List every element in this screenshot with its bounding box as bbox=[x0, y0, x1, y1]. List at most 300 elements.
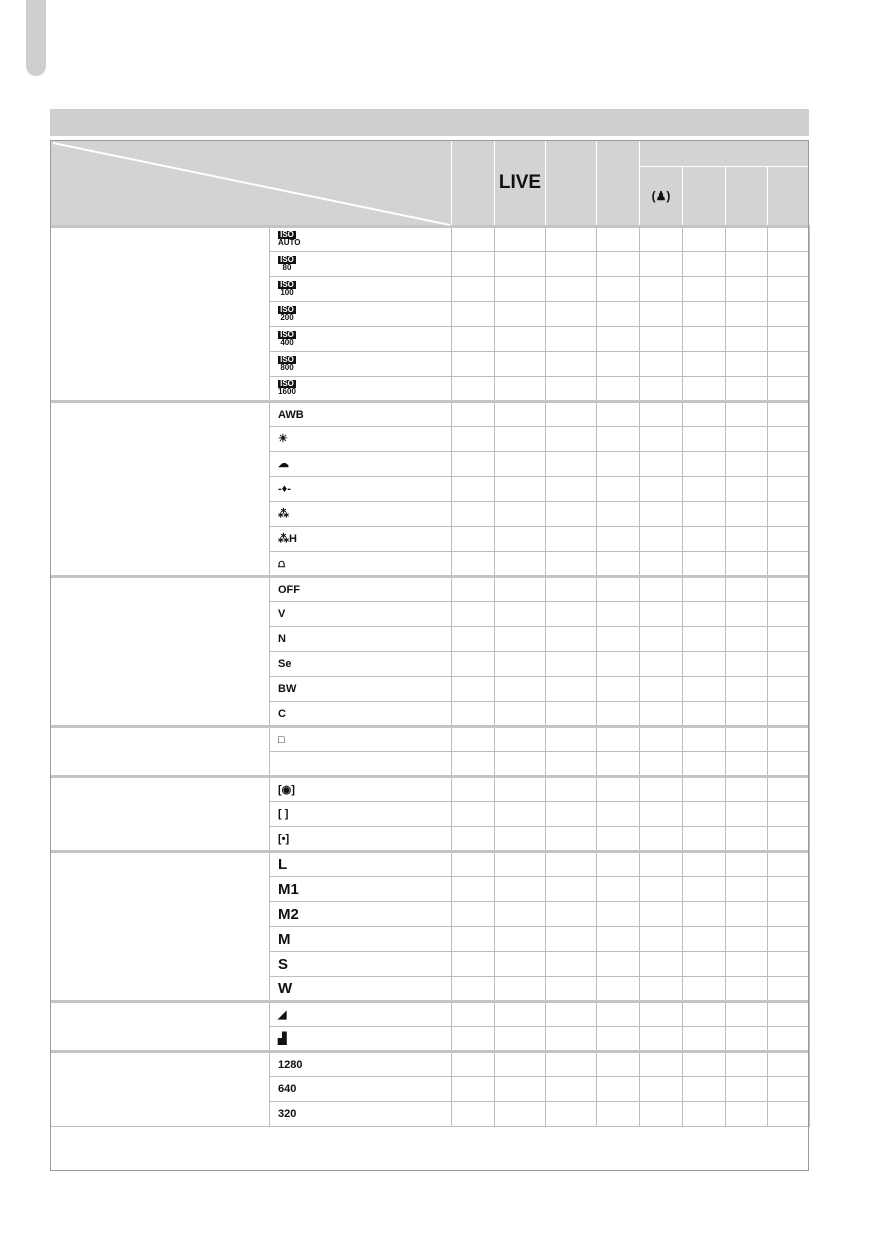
mode-cell bbox=[683, 677, 726, 702]
mode-cell bbox=[495, 752, 546, 777]
mode-cell bbox=[640, 1027, 683, 1052]
mode-cell bbox=[452, 877, 495, 902]
setting-cell bbox=[270, 452, 452, 477]
mode-cell bbox=[640, 377, 683, 402]
mode-cell bbox=[726, 727, 768, 752]
iso-top-label: ISO bbox=[278, 256, 296, 264]
table-row bbox=[51, 777, 810, 802]
mode-cell bbox=[597, 852, 640, 877]
mode-cell bbox=[683, 902, 726, 927]
mode-cell bbox=[768, 552, 810, 577]
mode-cell bbox=[452, 827, 495, 852]
mycolors-off-icon: OFF bbox=[278, 583, 300, 596]
mode-cell bbox=[768, 477, 810, 502]
mode-cell bbox=[768, 352, 810, 377]
header-sub-portrait bbox=[640, 167, 683, 227]
mode-cell bbox=[683, 227, 726, 252]
mode-cell bbox=[546, 827, 597, 852]
mode-cell bbox=[768, 577, 810, 602]
mode-cell bbox=[495, 1102, 546, 1127]
mode-cell bbox=[597, 702, 640, 727]
mode-cell bbox=[597, 577, 640, 602]
mode-cell bbox=[768, 777, 810, 802]
mode-cell bbox=[546, 802, 597, 827]
mode-cell bbox=[597, 652, 640, 677]
header-mode-4 bbox=[597, 141, 640, 227]
mode-cell bbox=[495, 777, 546, 802]
setting-cell bbox=[270, 327, 452, 352]
mode-cell bbox=[726, 277, 768, 302]
iso-value-label: AUTO bbox=[278, 238, 301, 247]
mode-cell bbox=[452, 1002, 495, 1027]
mode-cell bbox=[768, 877, 810, 902]
mode-cell bbox=[495, 527, 546, 552]
table-row bbox=[51, 727, 810, 752]
mode-cell bbox=[640, 1002, 683, 1027]
normal-icon: ▟ bbox=[278, 1032, 287, 1045]
fluorescent-h-icon: ⁂H bbox=[278, 533, 297, 545]
mode-cell bbox=[546, 977, 597, 1002]
table-title-bar bbox=[50, 109, 809, 136]
mode-cell bbox=[683, 427, 726, 452]
mode-cell bbox=[546, 377, 597, 402]
cloudy-icon: ☁ bbox=[278, 458, 289, 470]
mode-cell bbox=[640, 352, 683, 377]
mode-cell bbox=[597, 527, 640, 552]
mode-cell bbox=[683, 1077, 726, 1102]
mode-cell bbox=[726, 1077, 768, 1102]
mode-cell bbox=[640, 502, 683, 527]
mode-cell bbox=[683, 527, 726, 552]
mode-cell bbox=[495, 802, 546, 827]
setting-cell bbox=[270, 902, 452, 927]
mode-cell bbox=[495, 977, 546, 1002]
mode-cell bbox=[495, 302, 546, 327]
mode-cell bbox=[683, 277, 726, 302]
setting-cell bbox=[270, 552, 452, 577]
mode-cell bbox=[495, 602, 546, 627]
mode-cell bbox=[452, 902, 495, 927]
mode-cell bbox=[683, 352, 726, 377]
mode-cell bbox=[768, 1052, 810, 1077]
iso-1600-icon bbox=[278, 380, 296, 396]
mode-cell bbox=[546, 502, 597, 527]
mode-cell bbox=[768, 527, 810, 552]
mode-cell bbox=[640, 652, 683, 677]
mode-cell bbox=[546, 1027, 597, 1052]
size-w-icon: W bbox=[278, 980, 293, 997]
table-row bbox=[51, 852, 810, 877]
mode-cell bbox=[546, 1077, 597, 1102]
header-row-1 bbox=[51, 141, 810, 167]
mode-cell bbox=[726, 677, 768, 702]
mode-cell bbox=[597, 602, 640, 627]
mode-cell bbox=[597, 1102, 640, 1127]
setting-cell bbox=[270, 952, 452, 977]
mode-cell bbox=[683, 652, 726, 677]
size-m-icon: M bbox=[278, 930, 291, 948]
mode-cell bbox=[640, 852, 683, 877]
iso-top-label: ISO bbox=[278, 306, 296, 314]
mode-cell bbox=[495, 252, 546, 277]
mode-cell bbox=[495, 652, 546, 677]
iso-top-label: ISO bbox=[278, 331, 296, 339]
iso-top-label: ISO bbox=[278, 231, 296, 239]
function-cell-movie-size bbox=[51, 1052, 270, 1127]
mode-cell bbox=[546, 702, 597, 727]
evaluative-metering-icon: [◉] bbox=[278, 783, 295, 796]
setting-cell bbox=[270, 927, 452, 952]
setting-cell bbox=[270, 1102, 452, 1127]
mode-cell bbox=[640, 727, 683, 752]
mode-cell bbox=[495, 852, 546, 877]
mode-cell bbox=[597, 677, 640, 702]
mode-cell bbox=[768, 452, 810, 477]
setting-cell bbox=[270, 427, 452, 452]
setting-cell bbox=[270, 1077, 452, 1102]
mode-cell bbox=[597, 402, 640, 427]
mode-cell bbox=[726, 802, 768, 827]
setting-cell bbox=[270, 377, 452, 402]
setting-cell bbox=[270, 502, 452, 527]
mode-cell bbox=[768, 652, 810, 677]
mode-cell bbox=[546, 877, 597, 902]
mode-cell bbox=[640, 427, 683, 452]
mode-cell bbox=[546, 727, 597, 752]
function-table bbox=[50, 140, 810, 1127]
header-live: LIVE bbox=[495, 141, 546, 227]
mode-cell bbox=[546, 777, 597, 802]
table-row bbox=[51, 577, 810, 602]
mode-cell bbox=[597, 452, 640, 477]
mode-cell bbox=[768, 252, 810, 277]
mode-cell bbox=[726, 1027, 768, 1052]
setting-cell bbox=[270, 352, 452, 377]
mycolors-bw-icon: BW bbox=[278, 683, 297, 695]
mycolors-custom-icon: C bbox=[278, 707, 286, 720]
mode-cell bbox=[683, 727, 726, 752]
mode-cell bbox=[726, 252, 768, 277]
mode-cell bbox=[640, 277, 683, 302]
mode-cell bbox=[768, 377, 810, 402]
mode-cell bbox=[452, 1077, 495, 1102]
mode-cell bbox=[546, 677, 597, 702]
mode-cell bbox=[546, 227, 597, 252]
setting-cell bbox=[270, 877, 452, 902]
iso-value-label: 200 bbox=[280, 312, 294, 322]
mode-cell bbox=[452, 402, 495, 427]
mode-cell bbox=[597, 727, 640, 752]
mode-cell bbox=[640, 252, 683, 277]
iso-80-icon bbox=[278, 256, 296, 272]
setting-cell bbox=[270, 477, 452, 502]
mode-cell bbox=[640, 327, 683, 352]
mode-cell bbox=[495, 827, 546, 852]
mode-cell bbox=[546, 652, 597, 677]
mode-cell bbox=[452, 727, 495, 752]
custom-wb-icon: ⩍ bbox=[278, 557, 286, 570]
mode-cell bbox=[768, 602, 810, 627]
header-corner bbox=[51, 141, 452, 227]
mode-cell bbox=[640, 1102, 683, 1127]
table-row bbox=[51, 1002, 810, 1027]
iso-value-label: 80 bbox=[282, 262, 292, 272]
mode-cell bbox=[683, 252, 726, 277]
mode-cell bbox=[726, 902, 768, 927]
setting-cell bbox=[270, 802, 452, 827]
mode-cell bbox=[452, 352, 495, 377]
mode-cell bbox=[768, 1027, 810, 1052]
setting-cell bbox=[270, 727, 452, 752]
setting-cell bbox=[270, 1052, 452, 1077]
mode-cell bbox=[683, 777, 726, 802]
header-mode-1 bbox=[452, 141, 495, 227]
mode-cell bbox=[683, 602, 726, 627]
mode-cell bbox=[726, 1002, 768, 1027]
mode-cell bbox=[726, 1052, 768, 1077]
movie-320-icon: 320 bbox=[278, 1108, 297, 1120]
mode-cell bbox=[452, 277, 495, 302]
setting-cell bbox=[270, 527, 452, 552]
mode-cell bbox=[495, 377, 546, 402]
function-cell-compression bbox=[51, 1002, 270, 1052]
iso-top-label: ISO bbox=[278, 356, 296, 364]
mode-cell bbox=[768, 302, 810, 327]
setting-cell bbox=[270, 777, 452, 802]
mode-cell bbox=[640, 702, 683, 727]
mode-cell bbox=[452, 777, 495, 802]
mode-cell bbox=[495, 277, 546, 302]
mode-cell bbox=[597, 552, 640, 577]
mode-cell bbox=[546, 852, 597, 877]
iso-100-icon bbox=[278, 281, 296, 297]
mode-cell bbox=[726, 477, 768, 502]
mode-cell bbox=[683, 577, 726, 602]
setting-cell bbox=[270, 677, 452, 702]
mode-cell bbox=[683, 477, 726, 502]
mode-cell bbox=[452, 302, 495, 327]
mode-cell bbox=[726, 952, 768, 977]
mode-cell bbox=[726, 927, 768, 952]
function-cell-metering bbox=[51, 777, 270, 852]
mode-cell bbox=[640, 552, 683, 577]
mode-cell bbox=[726, 652, 768, 677]
mode-cell bbox=[452, 452, 495, 477]
mode-cell bbox=[768, 927, 810, 952]
mode-cell bbox=[640, 402, 683, 427]
mode-cell bbox=[597, 502, 640, 527]
mycolors-vivid-icon: V bbox=[278, 608, 286, 620]
mode-cell bbox=[640, 452, 683, 477]
mode-cell bbox=[683, 877, 726, 902]
mode-cell bbox=[452, 1102, 495, 1127]
iso-value-label: 1600 bbox=[278, 387, 296, 396]
setting-cell bbox=[270, 402, 452, 427]
mode-cell bbox=[495, 577, 546, 602]
mode-cell bbox=[597, 427, 640, 452]
table-row bbox=[51, 227, 810, 252]
mode-cell bbox=[726, 752, 768, 777]
setting-cell bbox=[270, 827, 452, 852]
mode-cell bbox=[726, 302, 768, 327]
mode-cell bbox=[640, 227, 683, 252]
mode-cell bbox=[683, 502, 726, 527]
mode-cell bbox=[683, 552, 726, 577]
mode-cell bbox=[452, 702, 495, 727]
tungsten-icon: -♦- bbox=[278, 483, 291, 495]
mode-cell bbox=[452, 227, 495, 252]
mode-cell bbox=[452, 977, 495, 1002]
mode-cell bbox=[768, 852, 810, 877]
mode-cell bbox=[546, 252, 597, 277]
mode-cell bbox=[546, 427, 597, 452]
mode-cell bbox=[452, 1052, 495, 1077]
mode-cell bbox=[452, 527, 495, 552]
spot-metering-icon: [•] bbox=[278, 832, 290, 845]
mode-cell bbox=[726, 577, 768, 602]
mode-cell bbox=[495, 227, 546, 252]
mode-cell bbox=[683, 802, 726, 827]
mode-cell bbox=[452, 802, 495, 827]
mode-cell bbox=[726, 852, 768, 877]
header-sub-2 bbox=[683, 167, 726, 227]
setting-cell bbox=[270, 752, 452, 777]
iso-top-label: ISO bbox=[278, 380, 296, 388]
mode-cell bbox=[452, 627, 495, 652]
mode-cell bbox=[495, 1027, 546, 1052]
mode-cell bbox=[726, 377, 768, 402]
mode-cell bbox=[597, 752, 640, 777]
mode-cell bbox=[768, 727, 810, 752]
mode-cell bbox=[768, 802, 810, 827]
mode-cell bbox=[452, 677, 495, 702]
mode-cell bbox=[683, 1052, 726, 1077]
mode-cell bbox=[683, 452, 726, 477]
mode-cell bbox=[546, 452, 597, 477]
mode-cell bbox=[546, 1102, 597, 1127]
mode-cell bbox=[640, 977, 683, 1002]
function-cell-iso bbox=[51, 227, 270, 402]
mode-cell bbox=[546, 1052, 597, 1077]
mode-cell bbox=[495, 677, 546, 702]
movie-640-icon: 640 bbox=[278, 1083, 297, 1095]
mode-cell bbox=[495, 902, 546, 927]
function-cell-my-colors bbox=[51, 577, 270, 727]
fluorescent-icon: ⁂ bbox=[278, 508, 289, 520]
size-m1-icon: M1 bbox=[278, 880, 299, 898]
function-cell-resolution bbox=[51, 852, 270, 1002]
mode-cell bbox=[546, 927, 597, 952]
mode-cell bbox=[495, 452, 546, 477]
fine-icon: ◢ bbox=[278, 1008, 287, 1021]
mycolors-neutral-icon: N bbox=[278, 633, 286, 645]
mode-cell bbox=[452, 427, 495, 452]
mode-cell bbox=[597, 802, 640, 827]
mode-cell bbox=[640, 777, 683, 802]
mode-cell bbox=[495, 1052, 546, 1077]
mode-cell bbox=[495, 502, 546, 527]
mode-cell bbox=[726, 1102, 768, 1127]
iso-value-label: 400 bbox=[280, 337, 294, 347]
mode-cell bbox=[546, 527, 597, 552]
mode-cell bbox=[452, 252, 495, 277]
awb-icon: AWB bbox=[278, 408, 304, 421]
mode-cell bbox=[726, 552, 768, 577]
mode-cell bbox=[683, 977, 726, 1002]
mode-cell bbox=[546, 352, 597, 377]
mode-cell bbox=[640, 902, 683, 927]
size-l-icon: L bbox=[278, 856, 288, 873]
mode-cell bbox=[546, 477, 597, 502]
mode-cell bbox=[640, 627, 683, 652]
iso-400-icon bbox=[278, 331, 296, 347]
header-group-span bbox=[640, 141, 810, 167]
mode-cell bbox=[452, 652, 495, 677]
mode-cell bbox=[495, 352, 546, 377]
mode-cell bbox=[726, 627, 768, 652]
mode-cell bbox=[683, 852, 726, 877]
mode-cell bbox=[640, 877, 683, 902]
mode-cell bbox=[546, 602, 597, 627]
mode-cell bbox=[683, 377, 726, 402]
mode-cell bbox=[768, 1002, 810, 1027]
daylight-icon: ☀ bbox=[278, 433, 288, 445]
mode-cell bbox=[726, 602, 768, 627]
mode-cell bbox=[597, 327, 640, 352]
mode-cell bbox=[640, 577, 683, 602]
setting-cell bbox=[270, 577, 452, 602]
mode-cell bbox=[452, 552, 495, 577]
setting-cell bbox=[270, 627, 452, 652]
mode-cell bbox=[683, 1102, 726, 1127]
mode-cell bbox=[495, 477, 546, 502]
mode-cell bbox=[546, 577, 597, 602]
mode-cell bbox=[546, 552, 597, 577]
iso-value-label: 100 bbox=[280, 287, 294, 297]
mode-cell bbox=[726, 977, 768, 1002]
mode-cell bbox=[640, 1052, 683, 1077]
mode-cell bbox=[640, 527, 683, 552]
size-s-icon: S bbox=[278, 955, 289, 973]
setting-cell bbox=[270, 1027, 452, 1052]
mode-cell bbox=[452, 752, 495, 777]
mode-cell bbox=[597, 1002, 640, 1027]
mode-cell bbox=[683, 952, 726, 977]
mode-cell bbox=[495, 402, 546, 427]
mode-cell bbox=[768, 627, 810, 652]
mode-cell bbox=[597, 352, 640, 377]
mode-cell bbox=[768, 327, 810, 352]
mode-cell bbox=[640, 602, 683, 627]
mode-cell bbox=[726, 452, 768, 477]
iso-auto-icon bbox=[278, 230, 301, 247]
mode-cell bbox=[768, 702, 810, 727]
mode-cell bbox=[640, 827, 683, 852]
mode-cell bbox=[546, 327, 597, 352]
mode-cell bbox=[726, 227, 768, 252]
setting-cell bbox=[270, 227, 452, 252]
mode-cell bbox=[546, 627, 597, 652]
mode-cell bbox=[726, 427, 768, 452]
mode-cell bbox=[726, 502, 768, 527]
mode-cell bbox=[452, 327, 495, 352]
mode-cell bbox=[683, 302, 726, 327]
mode-cell bbox=[597, 977, 640, 1002]
mode-cell bbox=[683, 327, 726, 352]
mode-cell bbox=[683, 1027, 726, 1052]
mode-cell bbox=[683, 752, 726, 777]
iso-top-label: ISO bbox=[278, 281, 296, 289]
